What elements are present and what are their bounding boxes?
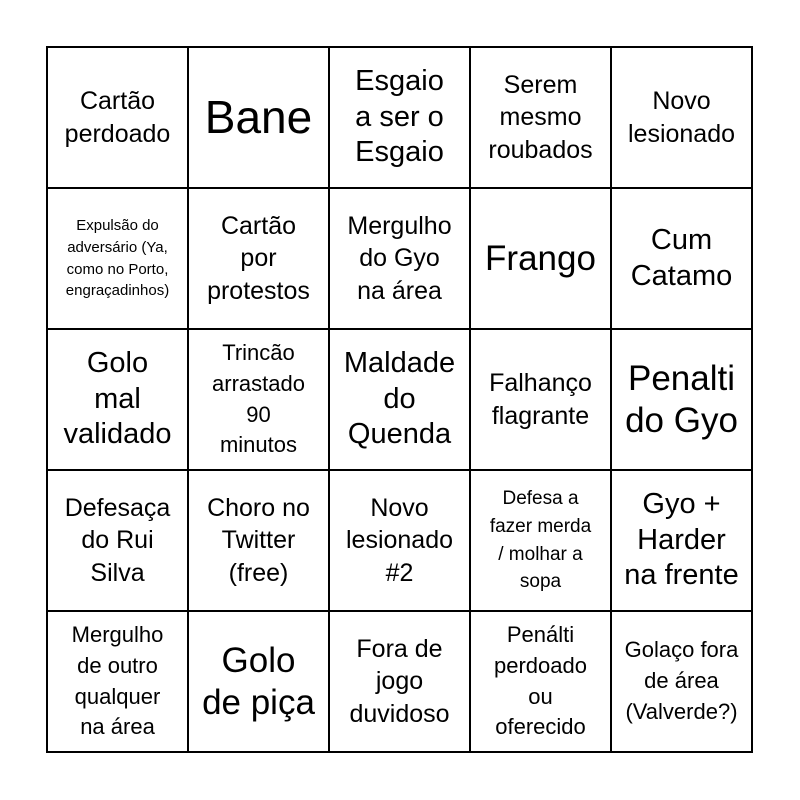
bingo-cell[interactable]: Mergulho do Gyo na área — [330, 189, 471, 330]
bingo-cell[interactable]: Cartão perdoado — [48, 48, 189, 189]
bingo-cell[interactable]: Fora de jogo duvidoso — [330, 612, 471, 753]
bingo-cell[interactable]: Golaço fora de área (Valverde?) — [612, 612, 753, 753]
bingo-cell[interactable]: Novo lesionado #2 — [330, 471, 471, 612]
bingo-cell[interactable]: Cartão por protestos — [189, 189, 330, 330]
bingo-cell[interactable]: Falhanço flagrante — [471, 330, 612, 471]
bingo-cell[interactable]: Maldade do Quenda — [330, 330, 471, 471]
bingo-cell[interactable]: Gyo + Harder na frente — [612, 471, 753, 612]
bingo-cell[interactable]: Trincão arrastado 90 minutos — [189, 330, 330, 471]
bingo-cell[interactable]: Penalti do Gyo — [612, 330, 753, 471]
bingo-cell[interactable]: Bane — [189, 48, 330, 189]
bingo-cell[interactable]: Esgaio a ser o Esgaio — [330, 48, 471, 189]
bingo-cell[interactable]: Penálti perdoado ou oferecido — [471, 612, 612, 753]
bingo-cell[interactable]: Expulsão do adversário (Ya, como no Porto, engraçadinhos) — [48, 189, 189, 330]
bingo-cell[interactable]: Serem mesmo roubados — [471, 48, 612, 189]
bingo-cell[interactable]: Golo de piça — [189, 612, 330, 753]
bingo-cell[interactable]: Frango — [471, 189, 612, 330]
bingo-board — [46, 46, 753, 753]
bingo-cell[interactable]: Choro no Twitter (free) — [189, 471, 330, 612]
bingo-cell[interactable]: Defesa a fazer merda / molhar a sopa — [471, 471, 612, 612]
bingo-cell[interactable]: Golo mal validado — [48, 330, 189, 471]
bingo-cell[interactable]: Mergulho de outro qualquer na área — [48, 612, 189, 753]
bingo-cell[interactable]: Cum Catamo — [612, 189, 753, 330]
bingo-cell[interactable]: Defesaça do Rui Silva — [48, 471, 189, 612]
bingo-cell[interactable]: Novo lesionado — [612, 48, 753, 189]
